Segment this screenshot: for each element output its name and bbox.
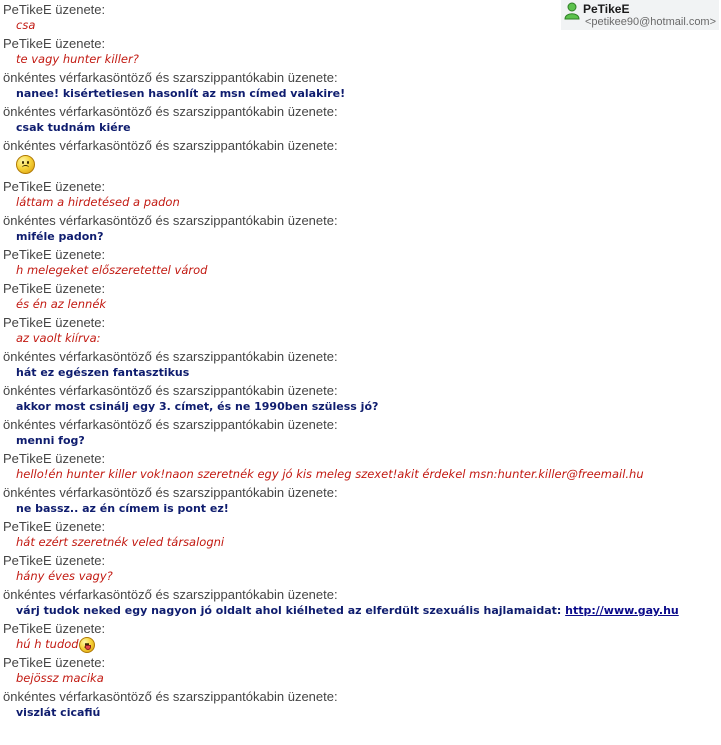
message-body: hú h tudod [16, 637, 79, 651]
message-text [3, 364, 718, 381]
message-body: láttam a hirdetésed a padon [16, 195, 180, 209]
message-text [3, 398, 718, 415]
message-sender: PeTikeE üzenete: [3, 621, 106, 636]
message-sender: PeTikeE üzenete: [3, 553, 106, 568]
message-sender: PeTikeE üzenete: [3, 247, 106, 262]
message-sender: önkéntes vérfarkasöntöző és szarszippantókabin üzenete: [3, 383, 338, 398]
message-body: h melegeket előszeretettel várod [16, 263, 208, 277]
message-body: hát ez egészen fantasztikus [16, 366, 190, 379]
message-text [3, 119, 718, 136]
message-sender: PeTikeE üzenete: [3, 36, 106, 51]
message-text [3, 466, 718, 483]
message-text [3, 51, 718, 68]
message-body: menni fog? [16, 434, 85, 447]
message-sender: PeTikeE üzenete: [3, 315, 106, 330]
message-sender: önkéntes vérfarkasöntöző és szarszippantókabin üzenete: [3, 70, 338, 85]
message-text [3, 194, 718, 211]
message-sender: PeTikeE üzenete: [3, 2, 106, 17]
message-body: és én az lennék [16, 297, 107, 311]
message-body: viszlát cicafiú [16, 706, 101, 719]
message-text [3, 296, 718, 313]
message-text [3, 153, 718, 177]
message-text [3, 432, 718, 449]
message-sender: önkéntes vérfarkasöntöző és szarszippantókabin üzenete: [3, 138, 338, 153]
message-sender: önkéntes vérfarkasöntöző és szarszippantókabin üzenete: [3, 485, 338, 500]
message-link[interactable]: http://www.gay.hu [565, 604, 679, 617]
message-sender: PeTikeE üzenete: [3, 655, 106, 670]
message-text [3, 262, 718, 279]
message-body: bejössz macika [16, 671, 104, 685]
message-body: ne bassz.. az én címem is pont ez! [16, 502, 229, 515]
message-text [3, 228, 718, 245]
message-sender: önkéntes vérfarkasöntöző és szarszippantókabin üzenete: [3, 689, 338, 704]
message-body: hello!én hunter killer vok!naon szeretnék egy jó kis meleg szexet!akit érdekel msn:hunter.killer@freemail.hu [16, 467, 644, 481]
message-body: te vagy hunter killer? [16, 52, 139, 66]
message-body: miféle padon? [16, 230, 104, 243]
message-sender: PeTikeE üzenete: [3, 451, 106, 466]
message-text [3, 670, 718, 687]
message-sender: PeTikeE üzenete: [3, 179, 106, 194]
message-text [3, 330, 718, 347]
tongue-out-emoticon [79, 637, 95, 653]
message-sender: önkéntes vérfarkasöntöző és szarszippantókabin üzenete: [3, 349, 338, 364]
conversation-log [3, 0, 718, 721]
message-sender: PeTikeE üzenete: [3, 281, 106, 296]
contact-name: PeTikeE [583, 2, 630, 16]
message-sender: önkéntes vérfarkasöntöző és szarszippantókabin üzenete: [3, 213, 338, 228]
message-text [3, 534, 718, 551]
message-body: hát ezért szeretnék veled társalogni [16, 535, 225, 549]
message-text [3, 704, 718, 721]
message-text [3, 636, 718, 653]
sad-emoticon [16, 155, 35, 174]
message-body: hány éves vagy? [16, 569, 113, 583]
message-text [3, 17, 718, 34]
message-text [3, 500, 718, 517]
message-sender: önkéntes vérfarkasöntöző és szarszippantókabin üzenete: [3, 104, 338, 119]
message-sender: önkéntes vérfarkasöntöző és szarszippantókabin üzenete: [3, 587, 338, 602]
message-text [3, 85, 718, 102]
message-body: akkor most csinálj egy 3. címet, és ne 1990ben szüless jó? [16, 400, 379, 413]
message-body: csa [16, 18, 36, 32]
message-body: az vaolt kiírva: [16, 331, 101, 345]
message-body: nanee! kisértetiesen hasonlít az msn címed valakire! [16, 87, 346, 100]
message-body: csak tudnám kiére [16, 121, 131, 134]
message-body: várj tudok neked egy nagyon jó oldalt ahol kiélheted az elferdült szexuális hajlamaidat: [16, 604, 566, 617]
message-text [3, 602, 718, 619]
message-sender: PeTikeE üzenete: [3, 519, 106, 534]
message-sender: önkéntes vérfarkasöntöző és szarszippantókabin üzenete: [3, 417, 338, 432]
message-text [3, 568, 718, 585]
contact-email: <petikee90@hotmail.com> [585, 16, 717, 28]
